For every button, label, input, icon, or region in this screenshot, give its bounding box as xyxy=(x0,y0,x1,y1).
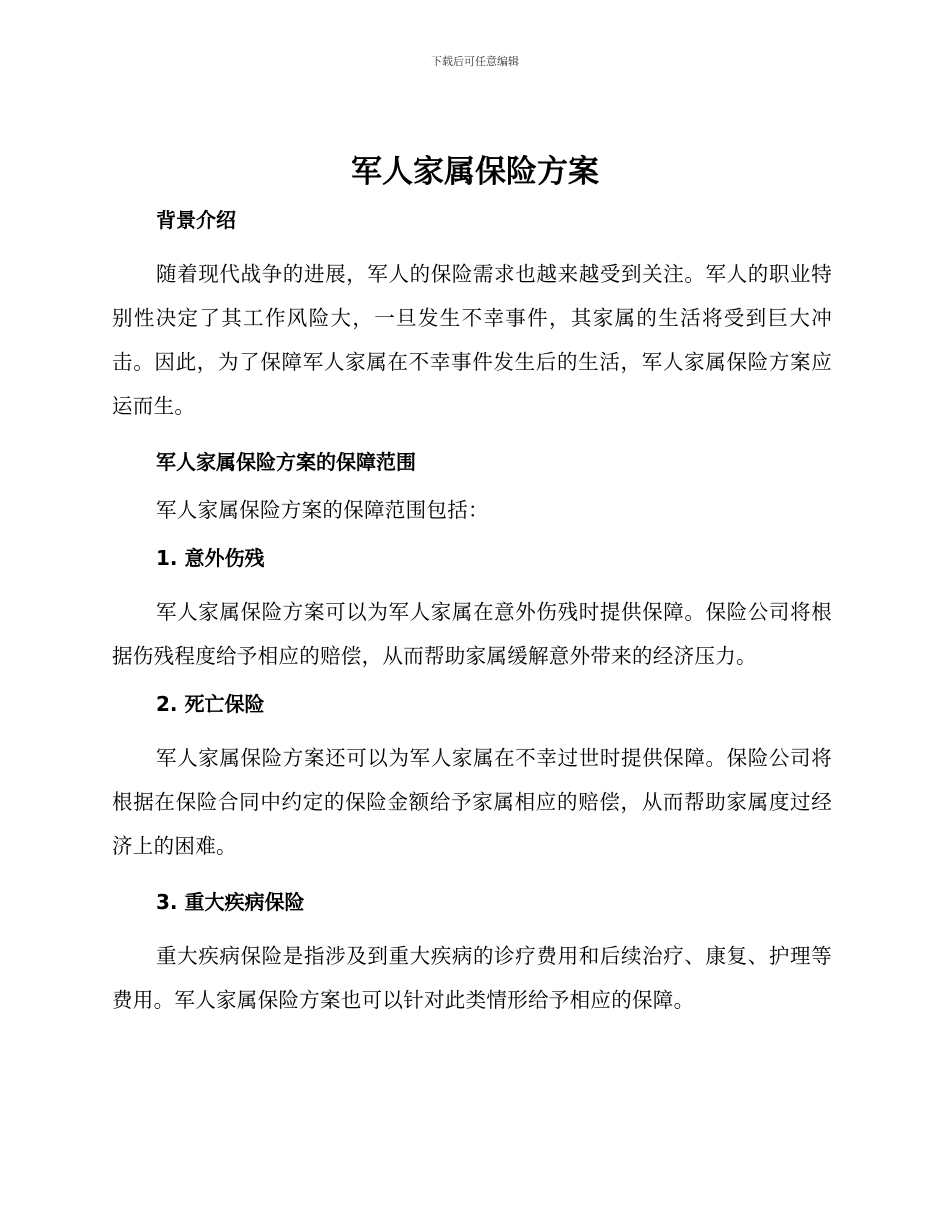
section-text-death-insurance: 军人家属保险方案还可以为军人家属在不幸过世时提供保障。保险公司将根据在保险合同中约定的保险金额给予家属相应的赔偿，从而帮助家属度过经济上的困难。 xyxy=(112,746,832,858)
section-heading-scope: 军人家属保险方案的保障范围 xyxy=(156,450,416,474)
document-title: 军人家属保险方案 xyxy=(351,154,599,190)
section-text-accident-disability: 军人家属保险方案可以为军人家属在意外伤残时提供保障。保险公司将根据伤残程度给予相应的赔偿，从而帮助家属缓解意外带来的经济压力。 xyxy=(112,600,832,668)
document-body xyxy=(112,202,832,1022)
section-text-scope: 军人家属保险方案的保障范围包括： xyxy=(156,498,489,522)
section-heading-critical-illness: 3. 重大疾病保险 xyxy=(156,890,305,914)
section-heading-accident-disability: 1. 意外伤残 xyxy=(156,546,265,570)
section-heading-death-insurance: 2. 死亡保险 xyxy=(156,692,265,716)
section-heading-background: 背景介绍 xyxy=(156,208,236,232)
page-header-note: 下载后可任意编辑 xyxy=(431,55,519,68)
section-text-critical-illness: 重大疾病保险是指涉及到重大疾病的诊疗费用和后续治疗、康复、护理等费用。军人家属保险方案也可以针对此类情形给予相应的保障。 xyxy=(112,944,832,1012)
section-text-background: 随着现代战争的进展，军人的保险需求也越来越受到关注。军人的职业特别性决定了其工作风险大，一旦发生不幸事件，其家属的生活将受到巨大冲击。因此，为了保障军人家属在不幸事件发生后的生活，军人家属保险方案应运而生。 xyxy=(112,262,832,418)
